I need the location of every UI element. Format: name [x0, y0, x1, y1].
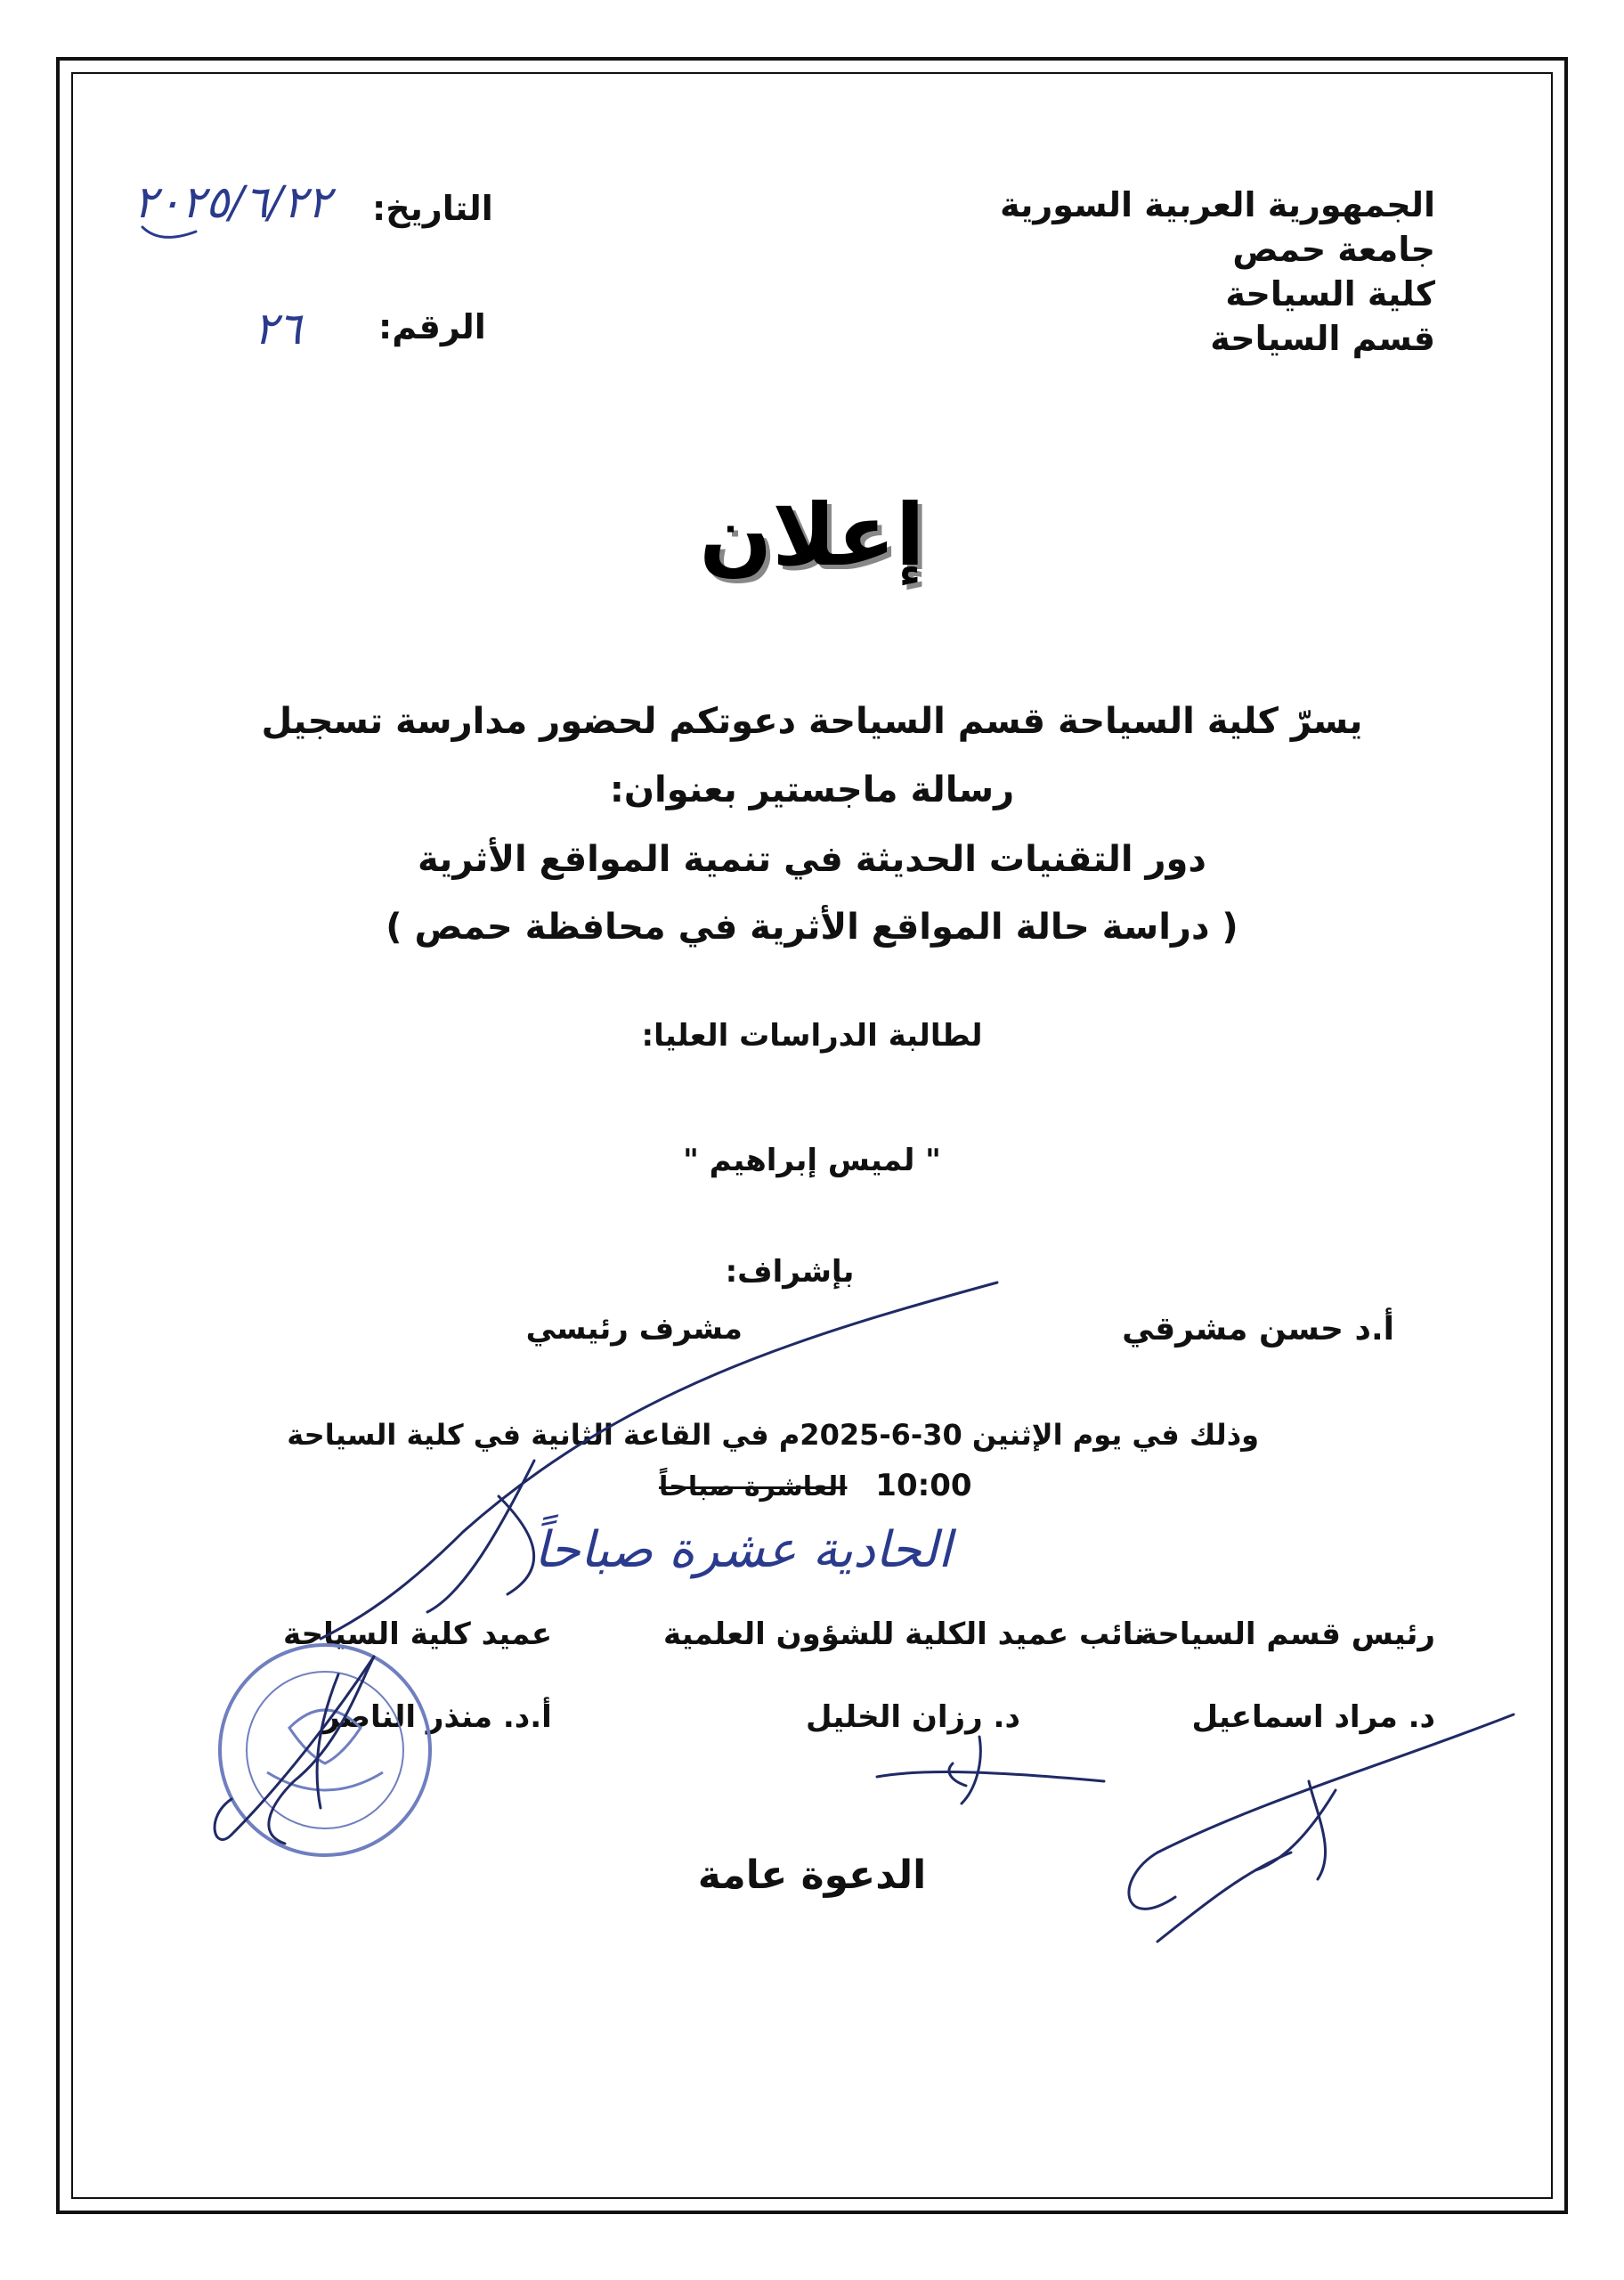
student-label: لطالبة الدراسات العليا: — [641, 1018, 983, 1054]
faculty-name: كلية السياحة — [1225, 274, 1435, 314]
supervision-label: بإشراف: — [725, 1254, 855, 1290]
thesis-subtitle: ( دراسة حالة المواقع الأثرية في محافظة حمص ) — [386, 907, 1238, 948]
time-value: 10:00 — [875, 1468, 972, 1503]
head-name: د. مراد اسماعيل — [1191, 1699, 1435, 1735]
time-handwritten-correction: الحادية عشرة صباحاً — [534, 1521, 952, 1579]
supervisor-name: أ.د حسن مشرقي — [1122, 1311, 1394, 1348]
invitation-line-1: يسرّ كلية السياحة قسم السياحة دعوتكم لحضور مدارسة تسجيل — [261, 701, 1363, 742]
invitation-line-2: رسالة ماجستير بعنوان: — [609, 770, 1015, 810]
number-label: الرقم: — [378, 307, 486, 346]
announcement-title: إعلان — [699, 485, 925, 585]
institution-header — [1000, 183, 1435, 361]
dean-title: عميد كلية السياحة — [283, 1616, 553, 1652]
supervisor-role: مشرف رئيسي — [525, 1311, 743, 1347]
university-name: جامعة حمص — [1232, 230, 1435, 269]
republic-name: الجمهورية العربية السورية — [1000, 185, 1435, 224]
schedule-line: وذلك في يوم الإثنين 30-6-2025م في القاعة الثانية في كلية السياحة — [287, 1418, 1259, 1452]
time-line — [659, 1468, 972, 1503]
vice-dean-title: نائب عميد الكلية للشؤون العلمية — [663, 1616, 1146, 1652]
thesis-title: دور التقنيات الحديثة في تنمية المواقع الأثرية — [418, 839, 1206, 880]
time-text: العاشرة صباحاً — [659, 1471, 848, 1502]
date-label: التاريخ: — [372, 189, 493, 228]
general-invitation: الدعوة عامة — [697, 1852, 927, 1898]
head-title: رئيس قسم السياحة — [1139, 1616, 1435, 1652]
date-handwritten: ٢٠٢٥/٦/٢٢ — [134, 176, 331, 228]
number-handwritten: ٢٦ — [254, 303, 302, 354]
department-name: قسم السياحة — [1210, 319, 1435, 358]
student-name: " لميس إبراهيم " — [683, 1143, 941, 1178]
dean-name: أ.د. منذر الناصر — [322, 1699, 552, 1735]
vice-dean-name: د. رزان الخليل — [806, 1699, 1020, 1735]
